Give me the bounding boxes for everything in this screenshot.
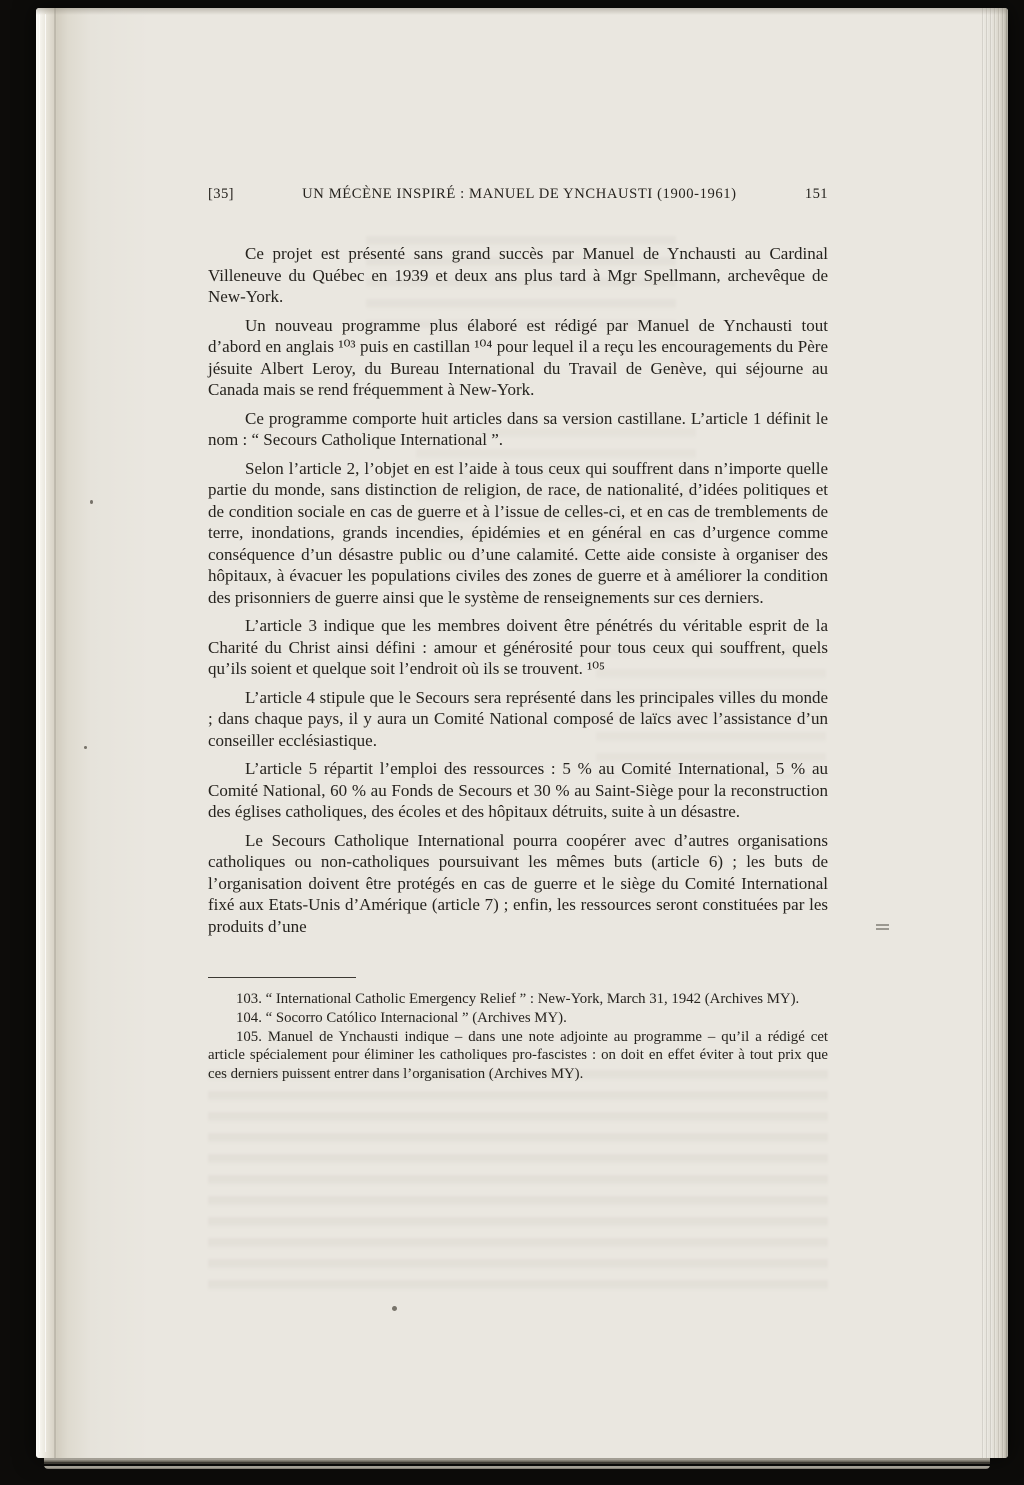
stray-pencil-mark xyxy=(876,924,889,931)
footnote-separator-rule xyxy=(208,977,356,978)
footnote: 105. Manuel de Ynchausti indique – dans une note adjointe au programme – qu’il a rédigé cet article spécialement pour éliminer les catholiques pro-fascistes : on doit en effet éviter à tout prix que ces derniers puissent entrer dans l’organisation (Archives MY). xyxy=(208,1028,828,1083)
page-number: 151 xyxy=(804,186,828,202)
scan-speck xyxy=(84,746,87,749)
paragraph: L’article 4 stipule que le Secours sera représenté dans les principales villes du monde ; dans chaque pays, il y aura un Comité National composé de laïcs avec l’assistance d’un conseiller ecclésiastique. xyxy=(208,687,828,750)
page-edge-highlight xyxy=(45,14,46,1452)
page-top-edge xyxy=(36,8,1008,15)
running-head xyxy=(208,186,828,203)
footnotes-section xyxy=(208,977,828,1084)
paragraph: L’article 3 indique que les membres doivent être pénétrés du véritable esprit de la Charité du Christ ainsi défini : amour et générosité pour tous ceux qui souffrent, quels qu’ils soient et quelque soit l’endroit où ils se trouvent. ¹⁰⁵ xyxy=(208,616,828,678)
page-edge-shadow xyxy=(54,8,56,1458)
body-text xyxy=(208,243,828,937)
scan-speck xyxy=(392,1306,397,1311)
page-text-block xyxy=(208,186,828,1084)
show-through-ghost xyxy=(208,1070,828,1300)
paragraph: Ce projet est présenté sans grand succès par Manuel de Ynchausti au Cardinal Villeneuve du Québec en 1939 et deux ans plus tard à Mgr Spellmann, archevêque de New-York. xyxy=(208,244,828,306)
page-stack-fore-edge xyxy=(982,8,1008,1458)
article-bracket-number: [35] xyxy=(208,186,234,202)
book-binding-gutter xyxy=(36,8,176,1458)
page-edge-highlight xyxy=(39,14,40,1452)
book-page xyxy=(36,8,1008,1458)
paragraph: Ce programme comporte huit articles dans sa version castillane. L’article 1 définit le nom : “ Secours Catholique International ”. xyxy=(208,408,828,449)
footnote: 103. “ International Catholic Emergency Relief ” : New-York, March 31, 1942 (Archives MY). xyxy=(236,991,800,1007)
paragraph: Le Secours Catholique International pourra coopérer avec d’autres organisations catholiques ou non-catholiques poursuivant les mêmes buts (article 6) ; les buts de l’organisation doivent être protégés en cas de guerre et le siège du Comité International fixé aux Etats-Unis d’Amérique (article 7) ; enfin, les ressources seront constituées par les produits d’une xyxy=(208,830,828,936)
paragraph: Selon l’article 2, l’objet en est l’aide à tous ceux qui souffrent dans n’importe quelle partie du monde, sans distinction de religion, de race, de nationalité, d’idées politiques et de condition sociale en cas de guerre et à l’issue de celles-ci, et en cas de tremblements de terre, inondations, grands incendies, épidémies et en général en cas d’urgence comme conséquence d’un désastre public ou d’une calamité. Cette aide consiste à organiser des hôpitaux, à évacuer les populations civiles des zones de guerre et à améliorer la condition des prisonniers de guerre ainsi que le système de renseignements sur ces derniers. xyxy=(208,458,828,607)
paragraph: L’article 5 répartit l’emploi des ressources : 5 % au Comité International, 5 % au Comité National, 60 % au Fonds de Secours et 30 % au Saint-Siège pour la reconstruction des églises catholiques, des écoles et des hôpitaux détruits, suite à un désastre. xyxy=(208,759,828,821)
running-title: UN MÉCÈNE INSPIRÉ : MANUEL DE YNCHAUSTI (1900-1961) xyxy=(302,186,737,202)
page-bottom-edge-stack xyxy=(44,1458,990,1469)
scan-speck xyxy=(90,500,93,504)
paragraph: Un nouveau programme plus élaboré est rédigé par Manuel de Ynchausti tout d’abord en anglais ¹⁰³ puis en castillan ¹⁰⁴ pour lequel il a reçu les encouragements du Père jésuite Albert Leroy, du Bureau International du Travail de Genève, qui séjourne au Canada mais se rend fréquemment à New-York. xyxy=(208,315,828,399)
footnote: 104. “ Socorro Católico Internacional ” (Archives MY). xyxy=(236,1009,567,1026)
